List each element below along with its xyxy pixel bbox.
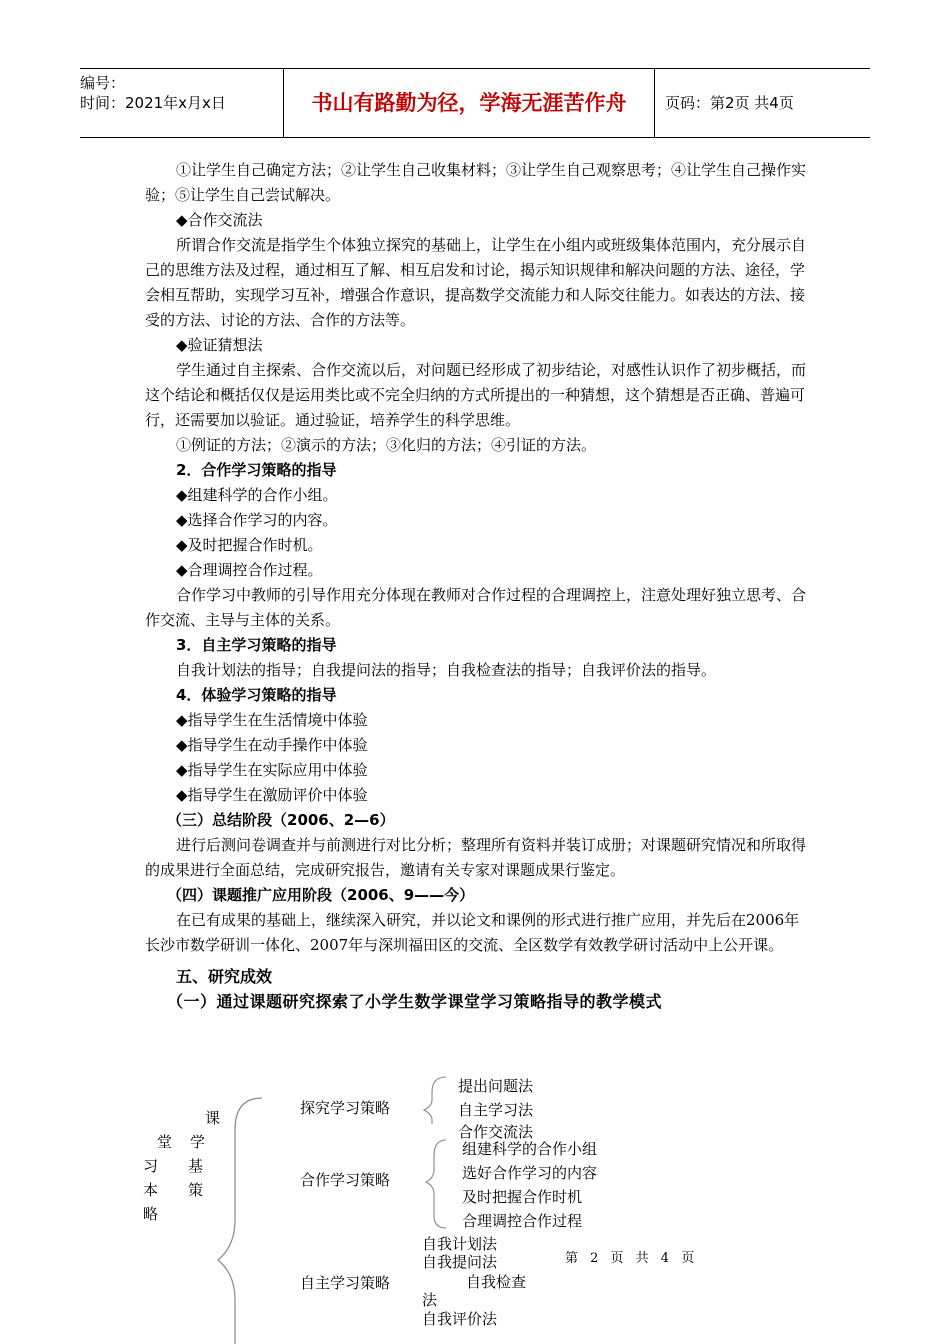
strategy-diagram — [0, 1060, 950, 1344]
header-motto: 书山有路勤为径，学海无涯苦作舟 — [283, 69, 655, 137]
root-char: 略 — [143, 1205, 159, 1223]
branch-item: 提出问题法 — [458, 1077, 534, 1095]
stage-heading: （四）课题推广应用阶段（2006、9——今） — [167, 886, 475, 904]
branch-item-text: 合作交流法 — [458, 1123, 534, 1141]
paragraph: 学生通过自主探索、合作交流以后，对问题已经形成了初步结论，对感性认识作了初步概括，而这个结论和概括仅仅是运用类比或不完全归纳的方式所提出的一种猜想，这个猜想是否正确、普遍可行，还需要加以验证。通过验证，培养学生的科学思维。 — [145, 361, 807, 429]
branch-item: 自主学习法 — [458, 1101, 534, 1119]
list-item: ◆验证猜想法 — [176, 336, 263, 354]
branch-label: 探究学习策略 — [300, 1099, 391, 1117]
paragraph: 进行后测问卷调查并与前测进行对比分析；整理所有资料并装订成册；对课题研究情况和所取得的成果进行全面总结，完成研究报告，邀请有关专家对课题成果行鉴定。 — [145, 836, 807, 879]
branch-item: 自我提问法 — [422, 1253, 498, 1271]
branch-brace-2 — [426, 1140, 446, 1228]
branch-item: 法 — [422, 1291, 438, 1309]
branch-item: 及时把握合作时机 — [462, 1188, 583, 1206]
section-heading: 3．自主学习策略的指导 — [176, 636, 337, 654]
list-item: ◆选择合作学习的内容。 — [176, 511, 338, 529]
header-page-info: 页码：第2页 共4页 — [665, 94, 794, 112]
document-body — [145, 158, 810, 1014]
root-char: 基 — [188, 1157, 204, 1175]
section-heading: 2．合作学习策略的指导 — [176, 461, 337, 479]
paragraph: ①让学生自己确定方法；②让学生自己收集材料；③让学生自己观察思考；④让学生自己操作实验；⑤让学生自己尝试解决。 — [145, 161, 807, 204]
root-char: 课 — [205, 1109, 221, 1127]
page-header — [80, 68, 870, 138]
branch-item: 选好合作学习的内容 — [462, 1164, 598, 1182]
list-item: ◆合作交流法 — [176, 211, 263, 229]
root-char: 策 — [188, 1181, 204, 1199]
branch-item: 合理调控合作过程 — [462, 1212, 583, 1230]
stage-heading: （三）总结阶段（2006、2—6） — [167, 811, 395, 829]
paragraph: 所谓合作交流是指学生个体独立探究的基础上，让学生在小组内或班级集体范围内，充分展示自己的思维方法及过程，通过相互了解、相互启发和讨论，揭示知识规律和解决问题的方法、途径，学会相互帮助，实现学习互补，增强合作意识，提高数学交流能力和人际交往能力。如表达的方法、接受的方法、讨论的方法、合作的方法等。 — [145, 236, 807, 329]
list-item: ◆及时把握合作时机。 — [176, 536, 323, 554]
root-char: 本 — [143, 1181, 159, 1199]
branch-item — [458, 1123, 534, 1141]
root-char: 习 — [143, 1157, 159, 1175]
subchapter-heading: （一）通过课题研究探索了小学生数学课堂学习策略指导的教学模式 — [167, 992, 663, 1011]
branch-label: 自主学习策略 — [300, 1274, 391, 1292]
branch-brace-1 — [424, 1077, 446, 1124]
branch-item: 自我检查 — [466, 1273, 527, 1291]
header-meta — [80, 69, 283, 137]
root-brace — [218, 1098, 262, 1344]
paragraph: 在已有成果的基础上，继续深入研究，并以论文和课例的形式进行推广应用，并先后在2006年长沙市数学研训一体化、2007年与深圳福田区的交流、全区数学有效教学研讨活动中上公开课。 — [145, 911, 800, 954]
branch-item: 自我计划法 — [422, 1235, 498, 1253]
paragraph: 自我计划法的指导；自我提问法的指导；自我检查法的指导；自我评价法的指导。 — [176, 661, 717, 679]
list-item: ◆组建科学的合作小组。 — [176, 486, 338, 504]
list-item: ◆指导学生在动手操作中体验 — [176, 736, 368, 754]
document-time: 时间：2021年x月x日 — [80, 94, 226, 112]
document-number: 编号： — [80, 74, 126, 92]
list-item: ◆合理调控合作过程。 — [176, 561, 323, 579]
page-number: 第 2 页 共 4 页 — [565, 1251, 699, 1266]
list-item: ◆指导学生在激励评价中体验 — [176, 786, 368, 804]
list-item: ◆指导学生在实际应用中体验 — [176, 761, 368, 779]
root-char: 堂 — [157, 1133, 173, 1151]
branch-label: 合作学习策略 — [300, 1171, 391, 1189]
paragraph: 合作学习中教师的引导作用充分体现在教师对合作过程的合理调控上，注意处理好独立思考、合作交流、主导与主体的关系。 — [145, 586, 807, 629]
section-heading: 4．体验学习策略的指导 — [176, 686, 337, 704]
list-item: ◆指导学生在生活情境中体验 — [176, 711, 368, 729]
branch-item: 组建科学的合作小组 — [462, 1140, 598, 1158]
root-char: 学 — [190, 1133, 206, 1151]
branch-item: 自我评价法 — [422, 1310, 498, 1328]
paragraph: ①例证的方法；②演示的方法；③化归的方法；④引证的方法。 — [176, 436, 597, 454]
chapter-heading: 五、研究成效 — [176, 967, 273, 986]
